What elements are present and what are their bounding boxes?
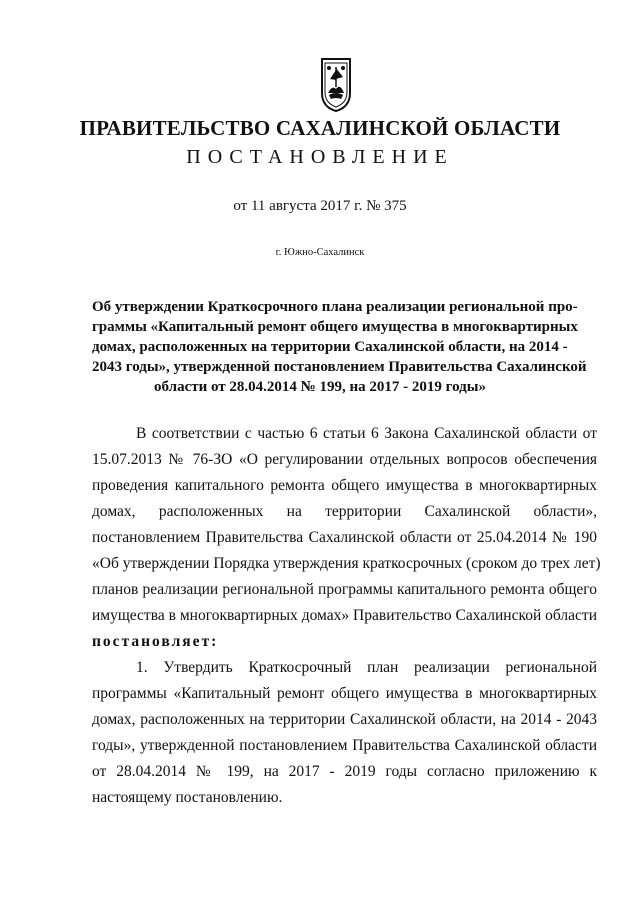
decree-word: постановляет: (92, 633, 219, 650)
body-line: от 28.04.2014 № 199, на 2017 - 2019 годы согласно приложению к (92, 763, 597, 780)
document-type: ПОСТАНОВЛЕНИЕ (186, 146, 454, 168)
body-line: постановлением Правительства Сахалинской области от 25.04.2014 № 190 (92, 529, 597, 546)
document-body (92, 421, 601, 811)
body-line: настоящему постановлению. (92, 789, 283, 806)
title-line: граммы «Капитальный ремонт общего имущества в многоквартирных (92, 319, 578, 335)
body-line: программы «Капитальный ремонт общего имущества в многоквартирных (92, 685, 597, 702)
decree-word-line (92, 629, 597, 655)
title-line: Об утверждении Краткосрочного плана реализации региональной про- (92, 299, 578, 315)
body-line: «Об утверждении Порядка утверждения краткосрочных (сроком до трех лет) (92, 555, 601, 572)
document-city: г. Южно-Сахалинск (275, 247, 365, 258)
title-line: области от 28.04.2014 № 199, на 2017 - 2019 годы» (154, 379, 486, 395)
body-line: проведения капитального ремонта общего имущества в многоквартирных (92, 477, 597, 494)
body-line: имущества в многоквартирных домах» Правительство Сахалинской области (92, 607, 597, 624)
body-line: домах, расположенных на территории Сахалинской области, на 2014 - 2043 (92, 711, 597, 728)
body-line: домах, расположенных на территории Сахалинской области», (92, 503, 597, 520)
body-line: 15.07.2013 № 76-ЗО «О регулировании отдельных вопросов обеспечения (92, 451, 597, 468)
body-line: планов реализации региональной программы капитального ремонта общего (92, 581, 597, 598)
title-line: домах, расположенных на территории Сахалинской области, на 2014 - (92, 339, 568, 355)
body-line: 1. Утвердить Краткосрочный план реализации региональной (136, 659, 597, 676)
document-title (92, 297, 587, 397)
title-line: 2043 годы», утвержденной постановлением Правительства Сахалинской (92, 359, 587, 375)
body-line: В соответствии с частью 6 статьи 6 Закона Сахалинской области от (136, 425, 597, 442)
body-line: годы», утвержденной постановлением Правительства Сахалинской области (92, 737, 597, 754)
sakhalin-coat-of-arms-icon (316, 55, 356, 113)
document-date-number: от 11 августа 2017 г. № 375 (233, 198, 407, 214)
organization-name: ПРАВИТЕЛЬСТВО САХАЛИНСКОЙ ОБЛАСТИ (79, 116, 561, 140)
